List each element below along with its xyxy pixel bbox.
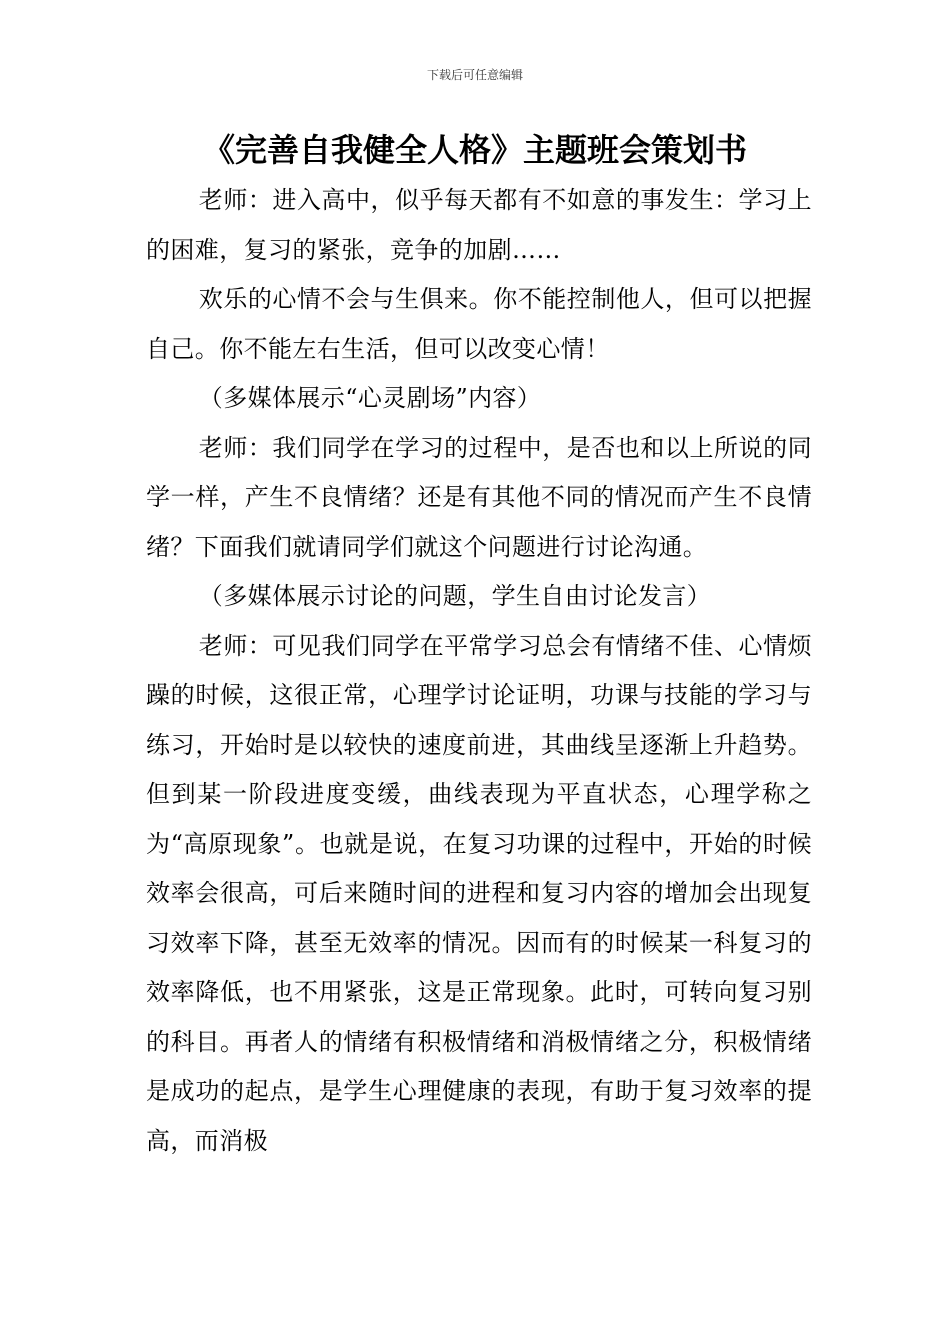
paragraph-multimedia-theater: （多媒体展示“心灵剧场”内容） [198,384,542,412]
document-body [146,176,812,1166]
document-title: 《完善自我健全人格》主题班会策划书 [202,131,747,169]
paragraph-multimedia-discussion: （多媒体展示讨论的问题，学生自由讨论发言） [198,582,712,610]
paragraph-teacher-intro: 老师：进入高中，似乎每天都有不如意的事发生：学习上的困难，复习的紧张，竞争的加剧…… [146,186,812,264]
paragraph-teacher-question: 老师：我们同学在学习的过程中，是否也和以上所说的同学一样，产生不良情绪？还是有其他不同的情况而产生不良情绪？下面我们就请同学们就这个问题进行讨论沟通。 [146,433,812,561]
paragraph-mood: 欢乐的心情不会与生俱来。你不能控制他人，但可以把握自己。你不能左右生活，但可以改变心情！ [146,285,812,363]
paragraph-teacher-explanation: 老师：可见我们同学在平常学习总会有情绪不佳、心情烦躁的时候，这很正常，心理学讨论证明，功课与技能的学习与练习，开始时是以较快的速度前进，其曲线呈逐渐上升趋势。但到某一阶段进度变缓，曲线表现为平直状态，心理学称之为“高原现象”。也就是说，在复习功课的过程中，开始的时候效率会很高，可后来随时间的进程和复习内容的增加会出现复习效率下降，甚至无效率的情况。因而有的时候某一科复习的效率降低，也不用紧张，这是正常现象。此时，可转向复习别的科目。再者人的情绪有积极情绪和消极情绪之分，积极情绪是成功的起点，是学生心理健康的表现，有助于复习效率的提高，而消极 [146,631,812,1155]
page-header: 下载后可任意编辑 [426,68,523,82]
